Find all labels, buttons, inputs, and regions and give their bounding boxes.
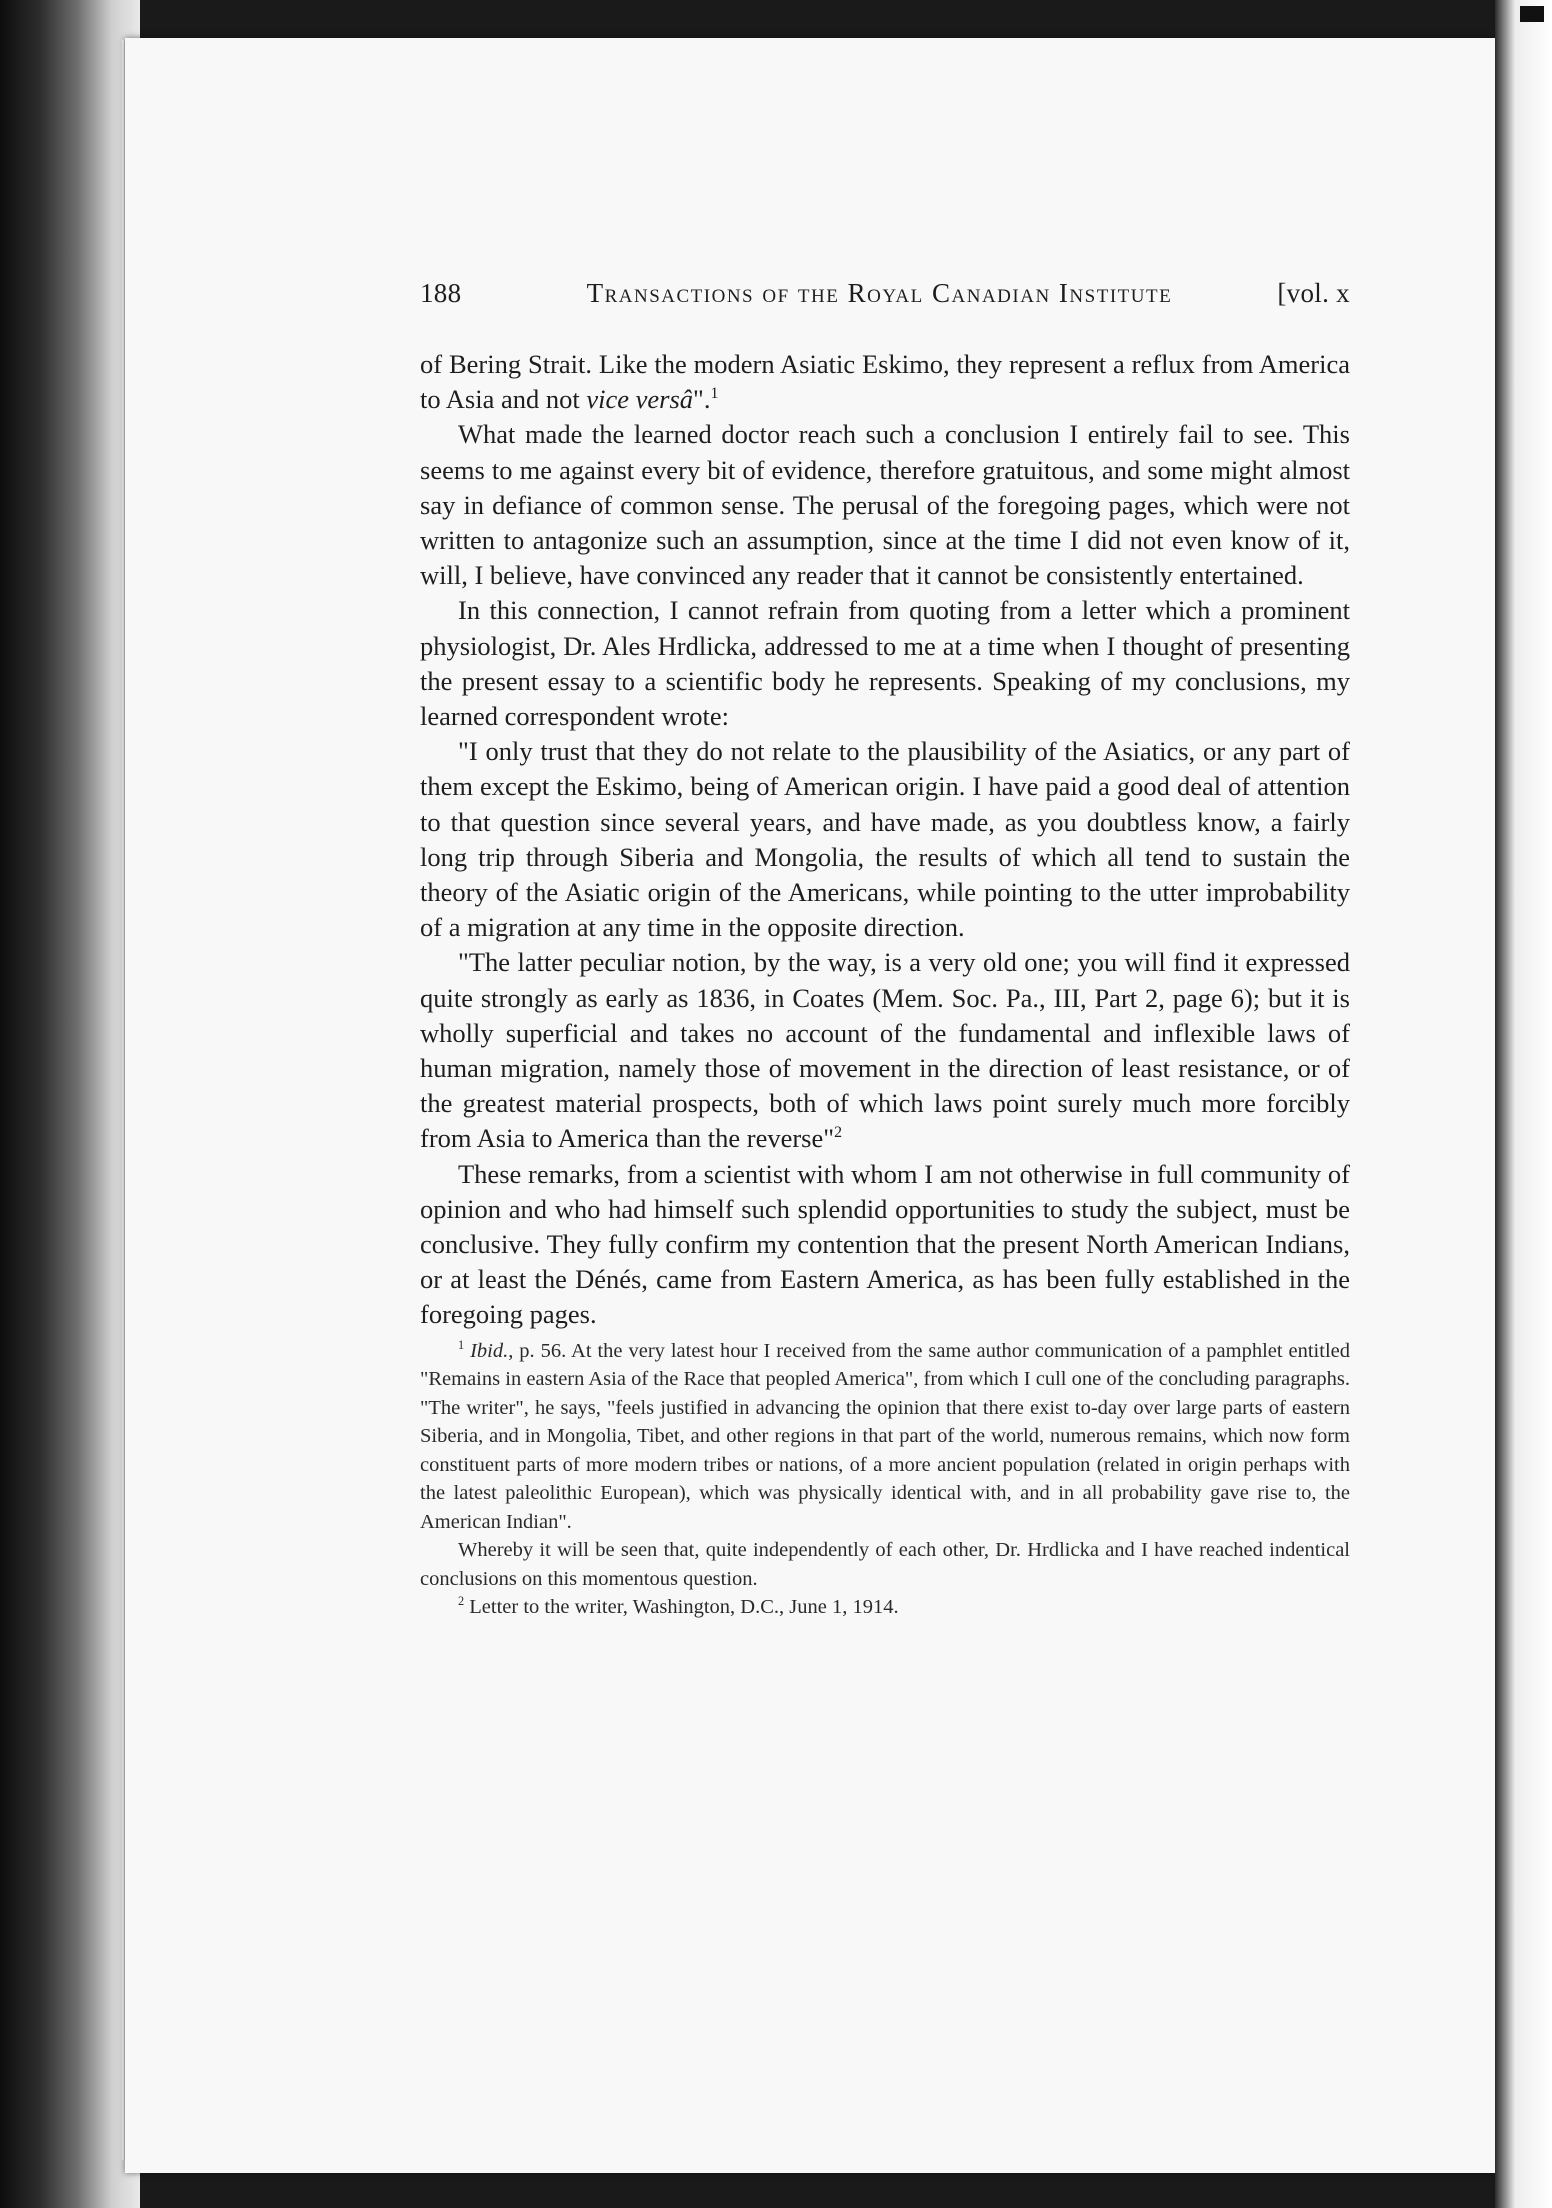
volume-label: [vol. x xyxy=(1277,278,1350,308)
scan-corner-mark xyxy=(1520,6,1544,22)
book-left-page-edges xyxy=(0,0,140,2208)
page-content xyxy=(420,278,1350,1622)
paragraph: These remarks, from a scientist with whom I am not otherwise in full community of opinion and who had himself such splendid opportunities to study the subject, must be conclusive. They fully confirm my contention that the present North American Indians, or at least the Dénés, came from Eastern America, as has been fully established in the foregoing pages. xyxy=(420,1158,1350,1330)
book-right-gutter xyxy=(1495,0,1552,2208)
paragraph: In this connection, I cannot refrain from quoting from a letter which a prominent physiologist, Dr. Ales Hrdlicka, addressed to me at a time when I thought of presenting the present essay to a scientific body he represents. Speaking of my conclusions, my learned correspondent wrote: xyxy=(420,595,1350,732)
paragraph-continued: of Bering Strait. Like the modern Asiatic Eskimo, they represent a reflux from America to Asia and not vice versâ".$^1$ xyxy=(420,349,1350,415)
page-number: 188 xyxy=(420,278,462,308)
quotation-paragraph: "I only trust that they do not relate to the plausibility of the Asiatics, or any part of them except the Eskimo, being of American origin. I have paid a good deal of attention to that question since several years, and have made, as you doubtless know, a fairly long trip through Siberia and Mongolia, the results of which all tend to sustain the theory of the Asiatic origin of the Americans, while pointing to the utter improbability of a migration at any time in the opposite direction. xyxy=(420,736,1350,943)
quotation-paragraph: "The latter peculiar notion, by the way, is a very old one; you will find it expressed quite strongly as early as 1836, in Coates (Mem. Soc. Pa., III, Part 2, page 6); but it is wholly superficial and takes no account of the fundamental and inflexible laws of human migration, namely those of movement in the direction of least resistance, or of the greatest material prospects, both of which laws point surely much more forcibly from Asia to America than the reverse"$^2$ xyxy=(420,947,1350,1154)
footnote-2: $^2$ Letter to the writer, Washington, D.C., June 1, 1914. xyxy=(458,1594,899,1619)
footnote-ref-1: 1 xyxy=(710,385,719,403)
running-head xyxy=(420,278,1350,309)
footnote-1: $^1$ Ibid., p. 56. At the very latest hour I received from the same author communication of a pamphlet entitled "Remains in eastern Asia of the Race that peopled America", from which I cull one of the concluding paragraphs. "The writer", he says, "feels justified in advancing the opinion that there exist to-day over large parts of eastern Siberia, and in Mongolia, Tibet, and other regions in that part of the world, numerous remains, which now form constituent parts of more modern tribes or nations, of a more ancient population (related in origin perhaps with the latest paleolithic European), which was physically identical with, and in all probability gave rise to, the American Indian". xyxy=(420,1337,1350,1533)
journal-title: Transactions of the Royal Canadian Institute xyxy=(586,278,1173,308)
body-text xyxy=(420,347,1350,1333)
footnote-ref-2: 2 xyxy=(834,1124,843,1142)
footnotes xyxy=(420,1337,1350,1622)
paragraph: What made the learned doctor reach such a conclusion I entirely fail to see. This seems to me against every bit of evidence, therefore gratuitous, and some might almost say in defiance of common sense. The perusal of the foregoing pages, which were not written to antagonize such an assumption, since at the time I did not even know of it, will, I believe, have convinced any reader that it cannot be consistently entertained. xyxy=(420,419,1350,591)
footnote-1-continuation: Whereby it will be seen that, quite independently of each other, Dr. Hrdlicka and I have reached indentical conclusions on this momentous question. xyxy=(420,1539,1350,1590)
italic-phrase: vice versâ xyxy=(586,384,694,415)
